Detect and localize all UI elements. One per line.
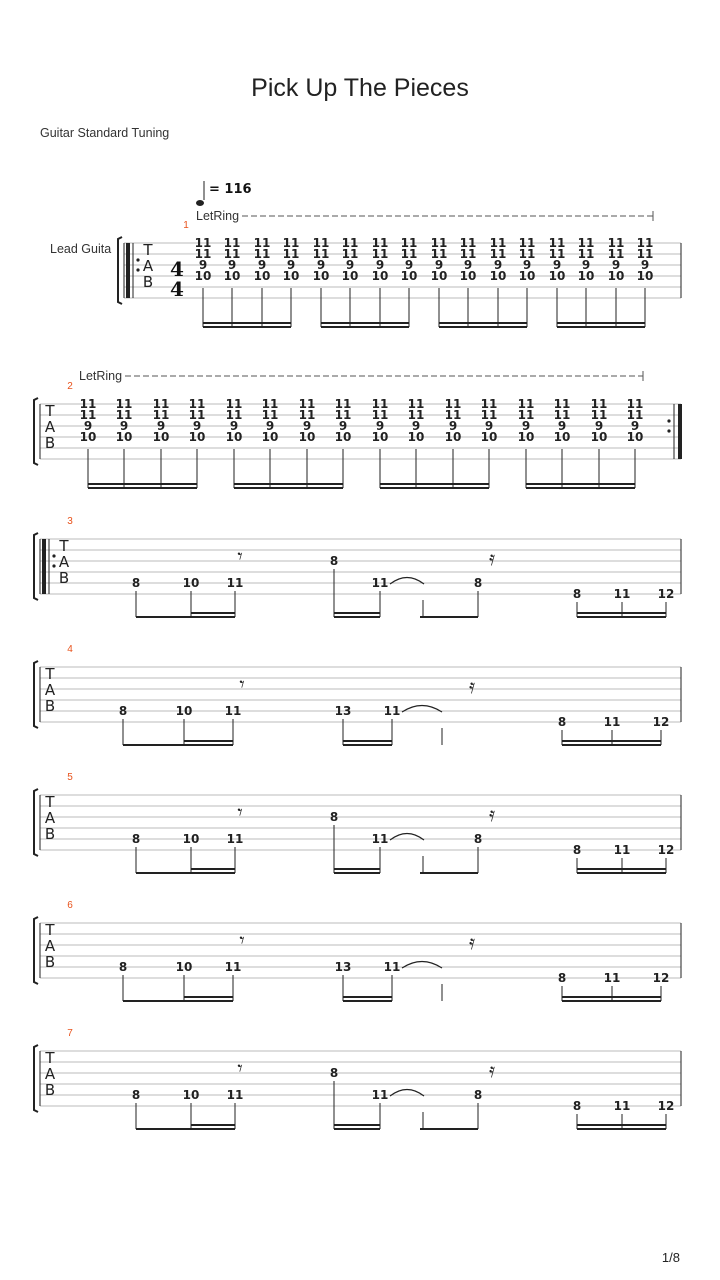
- tuning-label: Guitar Standard Tuning: [40, 126, 170, 140]
- chord-fret: 11: [371, 408, 389, 422]
- chord-fret: 11: [188, 397, 206, 411]
- chord-fret: 11: [223, 236, 241, 250]
- tab-clef-letter: B: [58, 569, 70, 587]
- system-bracket: [34, 789, 38, 856]
- chord-fret: 11: [298, 397, 316, 411]
- chord-fret: 11: [626, 408, 644, 422]
- repeat-dot: [52, 554, 55, 557]
- chord-fret: 9: [119, 419, 129, 433]
- tab-note: 11: [224, 960, 242, 974]
- tab-note: 11: [371, 1088, 389, 1102]
- chord-fret: 11: [517, 408, 535, 422]
- tab-note: 8: [473, 576, 483, 590]
- eighth-rest: 𝄾: [239, 672, 245, 696]
- chord-fret: 9: [640, 258, 650, 272]
- chord-fret: 10: [444, 430, 462, 444]
- chord-fret: 9: [463, 258, 473, 272]
- eighth-rest: 𝄾: [237, 544, 243, 568]
- staff-system-3: [34, 516, 681, 617]
- chord-fret: 11: [518, 247, 536, 261]
- tab-clef-letter: A: [58, 553, 70, 571]
- chord-fret: 11: [430, 236, 448, 250]
- chord-fret: 11: [371, 236, 389, 250]
- chord-fret: 9: [611, 258, 621, 272]
- staff-system-1: [118, 181, 681, 327]
- chord-fret: 11: [194, 236, 212, 250]
- chord-fret: 10: [489, 269, 507, 283]
- tempo-marking: [196, 181, 252, 206]
- chord-fret: 10: [553, 430, 571, 444]
- tab-note: 12: [652, 971, 670, 985]
- chord-fret: 11: [444, 397, 462, 411]
- chord-fret: 10: [253, 269, 271, 283]
- chord-fret: 9: [630, 419, 640, 433]
- chord-fret: 11: [489, 247, 507, 261]
- tab-note: 11: [226, 832, 244, 846]
- eighth-rest: 𝄾: [237, 1056, 243, 1080]
- chord-fret: 11: [312, 247, 330, 261]
- tab-note: 12: [652, 715, 670, 729]
- tab-clef-letter: T: [143, 241, 153, 259]
- chord-fret: 11: [79, 408, 97, 422]
- tab-note: 11: [226, 1088, 244, 1102]
- chord-fret: 9: [484, 419, 494, 433]
- tab-clef-letter: A: [142, 257, 154, 275]
- tab-note: 8: [131, 1088, 141, 1102]
- instrument-label: Lead Guita: [50, 242, 112, 256]
- measure-number: 6: [67, 900, 73, 911]
- tab-note: 11: [224, 704, 242, 718]
- chord-fret: 9: [302, 419, 312, 433]
- chord-fret: 11: [334, 397, 352, 411]
- tab-note: 11: [383, 960, 401, 974]
- system-bracket: [34, 1045, 38, 1112]
- measure-number: 5: [67, 772, 73, 783]
- sixteenth-rest: 𝄿: [468, 930, 476, 954]
- tab-note: 8: [329, 810, 339, 824]
- chord-fret: 11: [480, 408, 498, 422]
- chord-fret: 11: [282, 247, 300, 261]
- chord-fret: 11: [590, 408, 608, 422]
- chord-fret: 10: [282, 269, 300, 283]
- tab-clef-letter: A: [44, 937, 56, 955]
- tab-note: 8: [473, 1088, 483, 1102]
- chord-fret: 11: [489, 236, 507, 250]
- tab-note: 12: [657, 843, 675, 857]
- tab-note: 13: [334, 960, 352, 974]
- let-ring-label: LetRing: [79, 369, 123, 383]
- tab-clef-letter: A: [44, 681, 56, 699]
- chord-fret: 11: [590, 397, 608, 411]
- chord-fret: 9: [557, 419, 567, 433]
- chord-fret: 10: [194, 269, 212, 283]
- measure-number: 7: [67, 1028, 73, 1039]
- chord-fret: 9: [522, 258, 532, 272]
- system-bracket: [34, 533, 38, 600]
- tab-note: 8: [131, 832, 141, 846]
- chord-fret: 9: [434, 258, 444, 272]
- tab-note: 8: [118, 704, 128, 718]
- chord-fret: 11: [334, 408, 352, 422]
- chord-fret: 9: [552, 258, 562, 272]
- sixteenth-rest: 𝄿: [488, 1058, 496, 1082]
- chord-fret: 11: [444, 408, 462, 422]
- chord-fret: 11: [548, 236, 566, 250]
- tab-clef-letter: T: [45, 402, 55, 420]
- chord-fret: 11: [225, 397, 243, 411]
- tab-note: 8: [557, 971, 567, 985]
- chord-fret: 11: [188, 408, 206, 422]
- sixteenth-rest: 𝄿: [488, 546, 496, 570]
- tab-clef-letter: A: [44, 1065, 56, 1083]
- tab-note: 10: [182, 1088, 200, 1102]
- measure-number: 3: [67, 516, 73, 527]
- chord-fret: 11: [407, 397, 425, 411]
- chord-fret: 9: [448, 419, 458, 433]
- chord-fret: 11: [115, 408, 133, 422]
- chord-fret: 9: [227, 258, 237, 272]
- chord-fret: 11: [517, 397, 535, 411]
- repeat-start-thick-bar: [42, 539, 46, 594]
- tab-note: 11: [613, 587, 631, 601]
- chord-fret: 9: [156, 419, 166, 433]
- chord-fret: 11: [400, 236, 418, 250]
- chord-fret: 9: [594, 419, 604, 433]
- chord-fret: 10: [79, 430, 97, 444]
- chord-fret: 11: [152, 397, 170, 411]
- repeat-dot: [667, 419, 670, 422]
- staff-system-2: [34, 369, 682, 488]
- measure-number: 2: [67, 381, 73, 392]
- system-bracket: [34, 917, 38, 984]
- system-bracket: [118, 237, 122, 304]
- tab-note: 11: [603, 715, 621, 729]
- time-signature-bottom: 4: [170, 277, 184, 301]
- chord-fret: 11: [459, 247, 477, 261]
- chord-fret: 10: [577, 269, 595, 283]
- chord-fret: 10: [517, 430, 535, 444]
- staff-system-6: [34, 900, 681, 1001]
- repeat-dot: [136, 258, 139, 261]
- tab-clef-letter: A: [44, 418, 56, 436]
- chord-fret: 10: [223, 269, 241, 283]
- tab-note: 11: [226, 576, 244, 590]
- chord-fret: 11: [341, 247, 359, 261]
- chord-fret: 9: [192, 419, 202, 433]
- tab-note: 11: [371, 832, 389, 846]
- chord-fret: 10: [188, 430, 206, 444]
- chord-fret: 9: [338, 419, 348, 433]
- sixteenth-rest: 𝄿: [488, 802, 496, 826]
- chord-fret: 9: [411, 419, 421, 433]
- repeat-dot: [136, 268, 139, 271]
- tab-note: 10: [182, 832, 200, 846]
- tab-clef-letter: T: [59, 537, 69, 555]
- chord-fret: 11: [253, 236, 271, 250]
- tab-note: 8: [572, 1099, 582, 1113]
- chord-fret: 11: [152, 408, 170, 422]
- chord-fret: 9: [404, 258, 414, 272]
- repeat-start-thick-bar: [126, 243, 130, 298]
- tab-note: 10: [175, 960, 193, 974]
- chord-fret: 9: [198, 258, 208, 272]
- chord-fret: 10: [341, 269, 359, 283]
- tab-clef-letter: B: [44, 825, 56, 843]
- tab-note: 11: [613, 1099, 631, 1113]
- tab-note: 10: [182, 576, 200, 590]
- tab-note: 8: [473, 832, 483, 846]
- page-number: 1/8: [661, 1250, 680, 1265]
- chord-fret: 11: [577, 236, 595, 250]
- system-bracket: [34, 661, 38, 728]
- tab-note: 8: [131, 576, 141, 590]
- tab-note: 13: [334, 704, 352, 718]
- chord-fret: 9: [83, 419, 93, 433]
- quarter-note-head: [196, 200, 204, 206]
- chord-fret: 11: [261, 397, 279, 411]
- chord-fret: 11: [115, 397, 133, 411]
- tab-note: 11: [603, 971, 621, 985]
- staff-system-5: [34, 772, 681, 873]
- chord-fret: 10: [334, 430, 352, 444]
- tab-note: 12: [657, 587, 675, 601]
- chord-fret: 11: [407, 408, 425, 422]
- chord-fret: 11: [636, 247, 654, 261]
- chord-fret: 11: [459, 236, 477, 250]
- tab-note: 12: [657, 1099, 675, 1113]
- chord-fret: 11: [371, 247, 389, 261]
- tab-clef-letter: B: [44, 434, 56, 452]
- chord-fret: 10: [371, 269, 389, 283]
- chord-fret: 10: [430, 269, 448, 283]
- chord-fret: 11: [282, 236, 300, 250]
- staff-systems: [34, 181, 682, 1129]
- chord-fret: 10: [371, 430, 389, 444]
- staff-system-4: [34, 644, 681, 745]
- tab-clef-letter: B: [44, 953, 56, 971]
- chord-fret: 10: [298, 430, 316, 444]
- repeat-dot: [52, 564, 55, 567]
- staff-system-7: [34, 1028, 681, 1129]
- chord-fret: 10: [636, 269, 654, 283]
- sixteenth-rest: 𝄿: [468, 674, 476, 698]
- chord-fret: 11: [371, 397, 389, 411]
- chord-fret: 10: [459, 269, 477, 283]
- tab-note: 8: [329, 554, 339, 568]
- repeat-dot: [667, 429, 670, 432]
- chord-fret: 11: [312, 236, 330, 250]
- chord-fret: 11: [548, 247, 566, 261]
- chord-fret: 11: [430, 247, 448, 261]
- chord-fret: 11: [607, 236, 625, 250]
- chord-fret: 9: [521, 419, 531, 433]
- chord-fret: 9: [316, 258, 326, 272]
- tab-clef-letter: B: [142, 273, 154, 291]
- tab-clef-letter: T: [45, 793, 55, 811]
- tempo-value: = 116: [209, 182, 252, 197]
- chord-fret: 11: [400, 247, 418, 261]
- tab-note: 8: [329, 1066, 339, 1080]
- chord-fret: 11: [341, 236, 359, 250]
- chord-fret: 10: [407, 430, 425, 444]
- time-signature-top: 4: [170, 257, 184, 281]
- chord-fret: 11: [261, 408, 279, 422]
- chord-fret: 9: [493, 258, 503, 272]
- chord-fret: 11: [223, 247, 241, 261]
- tab-note: 10: [175, 704, 193, 718]
- chord-fret: 9: [229, 419, 239, 433]
- chord-fret: 10: [518, 269, 536, 283]
- tab-clef-letter: B: [44, 697, 56, 715]
- chord-fret: 9: [375, 258, 385, 272]
- chord-fret: 10: [590, 430, 608, 444]
- chord-fret: 10: [312, 269, 330, 283]
- chord-fret: 9: [257, 258, 267, 272]
- chord-fret: 11: [225, 408, 243, 422]
- tab-clef-letter: T: [45, 921, 55, 939]
- chord-fret: 11: [636, 236, 654, 250]
- tab-note: 8: [572, 587, 582, 601]
- chord-fret: 11: [79, 397, 97, 411]
- chord-fret: 9: [581, 258, 591, 272]
- system-bracket: [34, 398, 38, 465]
- song-title: Pick Up The Pieces: [251, 74, 469, 102]
- repeat-end-thick-bar: [678, 404, 682, 459]
- chord-fret: 11: [253, 247, 271, 261]
- measure-number: 1: [183, 220, 189, 231]
- eighth-rest: 𝄾: [239, 928, 245, 952]
- chord-fret: 11: [577, 247, 595, 261]
- tab-note: 11: [371, 576, 389, 590]
- chord-fret: 10: [548, 269, 566, 283]
- chord-fret: 10: [400, 269, 418, 283]
- chord-fret: 11: [607, 247, 625, 261]
- chord-fret: 9: [286, 258, 296, 272]
- tab-note: 11: [613, 843, 631, 857]
- tab-note: 8: [572, 843, 582, 857]
- chord-fret: 11: [553, 397, 571, 411]
- let-ring-label: LetRing: [196, 209, 240, 223]
- chord-fret: 11: [480, 397, 498, 411]
- chord-fret: 9: [265, 419, 275, 433]
- tab-note: 8: [118, 960, 128, 974]
- measure-number: 4: [67, 644, 73, 655]
- tab-clef-letter: T: [45, 665, 55, 683]
- chord-fret: 10: [152, 430, 170, 444]
- chord-fret: 11: [298, 408, 316, 422]
- tab-note: 11: [383, 704, 401, 718]
- chord-fret: 9: [375, 419, 385, 433]
- eighth-rest: 𝄾: [237, 800, 243, 824]
- chord-fret: 10: [607, 269, 625, 283]
- chord-fret: 9: [345, 258, 355, 272]
- tab-clef-letter: T: [45, 1049, 55, 1067]
- chord-fret: 10: [225, 430, 243, 444]
- chord-fret: 10: [480, 430, 498, 444]
- chord-fret: 10: [626, 430, 644, 444]
- chord-fret: 11: [553, 408, 571, 422]
- tab-note: 8: [557, 715, 567, 729]
- chord-fret: 11: [626, 397, 644, 411]
- chord-fret: 11: [518, 236, 536, 250]
- chord-fret: 10: [261, 430, 279, 444]
- chord-fret: 11: [194, 247, 212, 261]
- tab-clef-letter: B: [44, 1081, 56, 1099]
- tab-clef-letter: A: [44, 809, 56, 827]
- chord-fret: 10: [115, 430, 133, 444]
